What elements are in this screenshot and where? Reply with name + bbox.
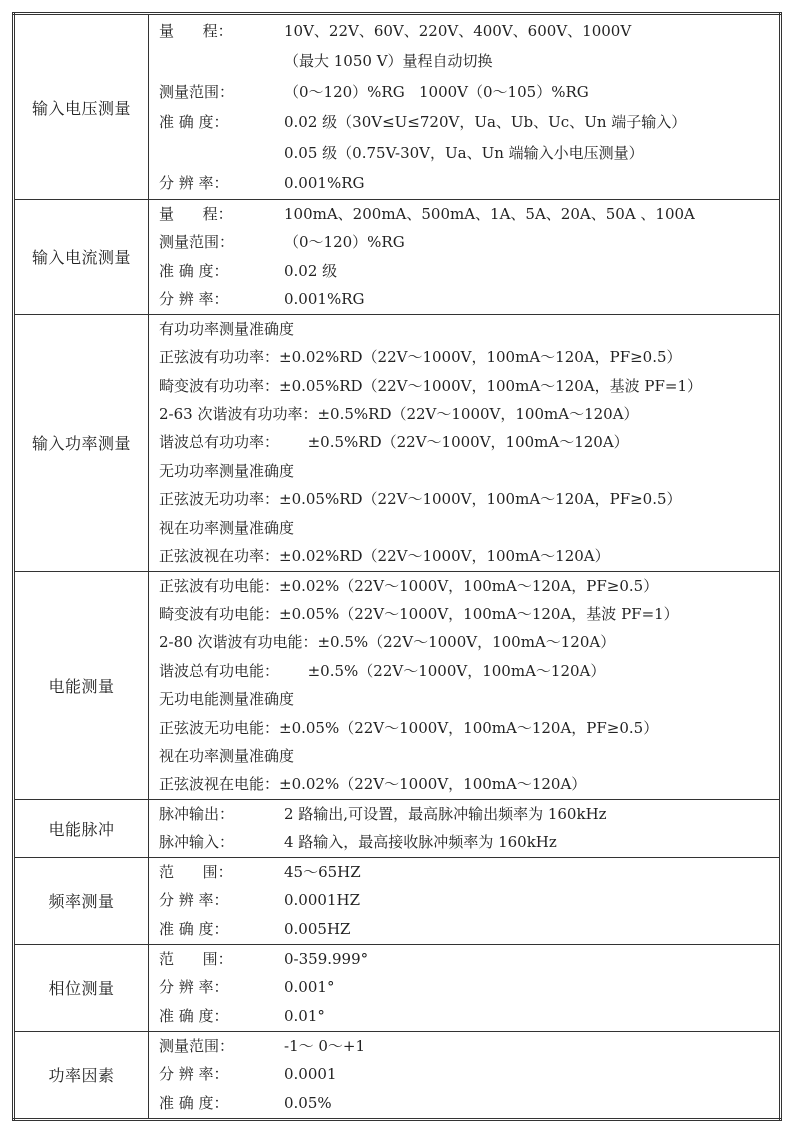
spec-label: 范 围： [159,863,233,882]
spec-line [159,1002,779,1030]
spec-value: -1～ 0～+1 [284,1037,366,1056]
spec-line [159,200,779,228]
spec-line [159,657,779,685]
spec-value: 正弦波有功功率：±0.02%RD（22V～1000V，100mA～120A，PF≥0.5） [159,348,682,367]
spec-label: 分 辨 率： [159,1065,229,1084]
spec-value: （0～120）%RG [284,233,405,252]
spec-value: （最大 1050 V）量程自动切换 [284,52,493,70]
spec-line [159,315,779,343]
category-cell: 频率测量 [14,857,149,944]
spec-line [159,1089,779,1117]
spec-line [159,945,779,973]
spec-line [159,572,779,600]
spec-details-cell [149,314,781,571]
spec-row [14,857,781,944]
spec-line [159,107,779,138]
spec-label: 分 辨 率： [159,174,229,192]
spec-row [14,14,781,200]
spec-value: 0.001%RG [284,290,365,309]
spec-value: 0.001%RG [284,174,365,192]
spec-value: 0.0001HZ [284,891,360,910]
spec-line [159,685,779,713]
spec-value: 谐波总有功功率： ±0.5%RD（22V～1000V，100mA～120A） [159,433,629,452]
spec-details-cell [149,571,781,799]
spec-label: 量 程： [159,21,233,40]
spec-value: 45～65HZ [284,863,361,882]
spec-label: 量 程： [159,205,233,223]
spec-line [159,915,779,943]
spec-label: 准 确 度： [159,1006,229,1025]
spec-value: 10V、22V、60V、220V、400V、600V、1000V [284,21,632,40]
spec-row [14,799,781,857]
spec-line [159,800,779,828]
spec-line [159,742,779,770]
spec-details-cell [149,799,781,857]
spec-row [14,571,781,799]
spec-value: 视在功率测量准确度 [159,518,295,537]
spec-value: 正弦波视在功率：±0.02%RD（22V～1000V，100mA～120A） [159,546,610,565]
spec-label: 测量范围： [159,233,235,252]
spec-value: 谐波总有功电能： ±0.5%（22V～1000V，100mA～120A） [159,661,606,680]
spec-line [159,168,779,199]
spec-value: 正弦波视在电能：±0.02%（22V～1000V，100mA～120A） [159,775,587,794]
spec-line [159,485,779,513]
spec-label: 脉冲输入： [159,833,235,852]
spec-label: 范 围： [159,950,233,969]
spec-value: 正弦波无功电能：±0.05%（22V～1000V，100mA～120A，PF≥0.5） [159,718,659,737]
spec-value: 0.02 级 [284,261,338,280]
spec-value: 畸变波有功功率：±0.05%RD（22V～1000V，100mA～120A，基波 PF=1） [159,376,702,395]
spec-label: 分 辨 率： [159,290,229,309]
spec-value: 0.0001 [284,1065,337,1084]
spec-value: 2 路输出,可设置，最高脉冲输出频率为 160kHz [284,804,607,823]
spec-label: 分 辨 率： [159,978,229,997]
spec-line [159,714,779,742]
spec-details-cell [149,1031,781,1119]
spec-value: 2-80 次谐波有功电能：±0.5%（22V～1000V，100mA～120A） [159,633,616,652]
spec-value: 0.02 级（30V≤U≤720V，Ua、Ub、Uc、Un 端子输入） [284,113,687,131]
category-cell: 功率因素 [14,1031,149,1119]
category-cell: 电能脉冲 [14,799,149,857]
spec-line [159,828,779,856]
spec-line [159,257,779,285]
spec-value: 0.05 级（0.75V-30V，Ua、Un 端输入小电压测量） [284,143,644,162]
spec-value: 视在功率测量准确度 [159,746,295,765]
spec-row [14,200,781,315]
category-cell: 电能测量 [14,571,149,799]
spec-line [159,46,779,77]
spec-value: 0.005HZ [284,919,351,938]
spec-label [159,46,284,77]
spec-line [159,428,779,456]
spec-line [159,628,779,656]
spec-line [159,600,779,628]
spec-label: 分 辨 率： [159,891,229,910]
spec-line [159,400,779,428]
spec-label: 测量范围： [159,82,235,101]
spec-value: 正弦波无功功率：±0.05%RD（22V～1000V，100mA～120A，PF≥0.5） [159,490,682,509]
category-cell: 输入电压测量 [14,14,149,200]
spec-line [159,372,779,400]
spec-value: 100mA、200mA、500mA、1A、5A、20A、50A 、100A [284,205,695,223]
spec-row [14,1031,781,1119]
spec-label: 准 确 度： [159,261,229,280]
spec-value: 0.01° [284,1006,325,1025]
spec-value: 无功电能测量准确度 [159,690,295,709]
spec-value: 无功功率测量准确度 [159,461,295,480]
spec-details-cell [149,14,781,200]
category-cell: 相位测量 [14,944,149,1031]
spec-value: 有功功率测量准确度 [159,319,295,338]
spec-line [159,138,779,169]
spec-line [159,228,779,256]
spec-value: （0～120）%RG 1000V（0～105）%RG [284,82,589,101]
spec-value: 畸变波有功电能：±0.05%（22V～1000V，100mA～120A，基波 PF=1） [159,604,679,623]
spec-line [159,770,779,798]
spec-value: 0.05% [284,1093,332,1112]
spec-details-cell [149,944,781,1031]
spec-label: 准 确 度： [159,113,229,131]
spec-line [159,973,779,1001]
spec-label: 准 确 度： [159,919,229,938]
spec-line [159,77,779,108]
spec-line [159,457,779,485]
category-cell: 输入功率测量 [14,314,149,571]
spec-line [159,858,779,886]
spec-line [159,514,779,542]
spec-value: 0-359.999° [284,950,369,969]
spec-label [159,138,284,169]
category-cell: 输入电流测量 [14,200,149,315]
spec-row [14,314,781,571]
spec-line [159,343,779,371]
spec-value: 正弦波有功电能：±0.02%（22V～1000V，100mA～120A，PF≥0.5） [159,576,659,595]
spec-line [159,1060,779,1088]
spec-line [159,886,779,914]
spec-line [159,285,779,313]
spec-value: 0.001° [284,978,335,997]
spec-line [159,542,779,570]
spec-row [14,944,781,1031]
spec-label: 脉冲输出： [159,804,235,823]
spec-details-cell [149,200,781,315]
spec-label: 准 确 度： [159,1093,229,1112]
spec-details-cell [149,857,781,944]
spec-label: 测量范围： [159,1037,235,1056]
spec-line [159,1032,779,1060]
spec-line [159,16,779,47]
spec-value: 4 路输入，最高接收脉冲频率为 160kHz [284,833,557,852]
spec-table [12,12,782,1121]
spec-value: 2-63 次谐波有功功率：±0.5%RD（22V～1000V，100mA～120A） [159,404,639,423]
